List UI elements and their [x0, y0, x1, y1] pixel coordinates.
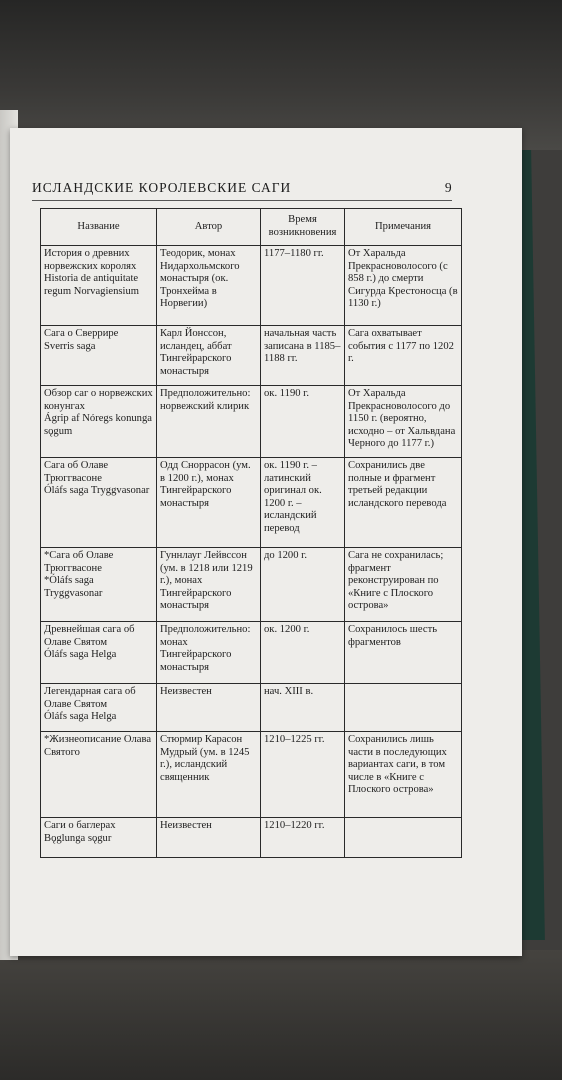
saga-date-cell: 1210–1225 гг. [261, 732, 345, 818]
saga-notes-cell: Сохранились лишь части в последующих вариантах саги, в том числе в «Книге с Плоского острова» [345, 732, 462, 818]
saga-date-cell: 1210–1220 гг. [261, 818, 345, 858]
saga-author-cell: Теодорик, монах Нидархольмского монастыря (ок. Тронхейма в Норвегии) [157, 246, 261, 326]
header-author: Автор [157, 209, 261, 246]
saga-title: *Жизнеописание Олава Святого [44, 734, 152, 758]
saga-notes-cell [345, 684, 462, 732]
saga-date-cell: 1177–1180 гг. [261, 246, 345, 326]
saga-date-cell: начальная часть записана в 1185–1188 гг. [261, 326, 345, 386]
sagas-table [40, 208, 462, 858]
saga-title-latin: Bǫglunga sǫgur [44, 832, 112, 844]
saga-date-cell: ок. 1200 г. [261, 622, 345, 684]
saga-date-cell: ок. 1190 г. – латинский оригинал ок. 1200 г. – исландский перевод [261, 458, 345, 548]
saga-author-cell: Гуннлауг Лейвссон (ум. в 1218 или 1219 г.), монах Тингейрарского монастыря [157, 548, 261, 622]
header-title: Название [41, 209, 157, 246]
running-title: ИСЛАНДСКИЕ КОРОЛЕВСКИЕ САГИ [32, 180, 292, 195]
running-head [32, 180, 452, 201]
table-row [41, 684, 462, 732]
book-page [10, 128, 522, 956]
header-notes: Примечания [345, 209, 462, 246]
saga-title-cell [41, 326, 157, 386]
saga-title: Сага о Сверрире [44, 328, 119, 339]
saga-title-cell [41, 548, 157, 622]
saga-title-latin: Historia de antiquitate regum Norvagiensium [44, 273, 140, 297]
saga-notes-cell [345, 818, 462, 858]
saga-notes-cell: Сохранилось шесть фрагментов [345, 622, 462, 684]
table-header-row [41, 209, 462, 246]
saga-title-cell [41, 458, 157, 548]
saga-title-latin: Sverris saga [44, 340, 96, 352]
table-row [41, 818, 462, 858]
saga-author-cell: Одд Сноррасон (ум. в 1200 г.), монах Тингейрарского монастыря [157, 458, 261, 548]
saga-author-cell: Предположительно: монах Тингейрарского монастыря [157, 622, 261, 684]
saga-title-latin: Ágrip af Nóregs konunga sǫgum [44, 413, 152, 437]
table-row [41, 548, 462, 622]
saga-title: История о древних норвежских королях [44, 248, 137, 272]
saga-title: Обзор саг о норвежских конунгах [44, 388, 153, 412]
saga-notes-cell: Сохранились две полные и фрагмент третьей редакции исландского перевода [345, 458, 462, 548]
saga-author-cell: Стюрмир Карасон Мудрый (ум. в 1245 г.), исландский священник [157, 732, 261, 818]
saga-author-cell: Предположительно: норвежский клирик [157, 386, 261, 458]
saga-notes-cell: От Харальда Прекрасноволосого (с 858 г.) до смерти Сигурда Крестоносца (в 1130 г.) [345, 246, 462, 326]
page-number: 9 [444, 180, 452, 195]
saga-title-cell [41, 684, 157, 732]
table-row [41, 246, 462, 326]
saga-title-latin: Óláfs saga Helga [44, 649, 117, 661]
saga-title: *Сага об Олаве Трюггвасоне [44, 550, 114, 574]
saga-title: Древнейшая сага об Олаве Святом [44, 624, 135, 648]
desk-background-bottom [0, 950, 562, 1080]
saga-author-cell: Карл Йонссон, исландец, аббат Тингейрарского монастыря [157, 326, 261, 386]
header-date: Время возникновения [261, 209, 345, 246]
saga-date-cell: ок. 1190 г. [261, 386, 345, 458]
saga-notes-cell: Сага не сохранилась; фрагмент реконструирован по «Книге с Плоского острова» [345, 548, 462, 622]
saga-title-cell [41, 622, 157, 684]
saga-title-cell [41, 732, 157, 818]
saga-title-latin: *Óláfs saga Tryggvasonar [44, 575, 103, 599]
saga-notes-cell: Сага охватывает события с 1177 по 1202 г. [345, 326, 462, 386]
saga-title-latin: Óláfs saga Helga [44, 711, 117, 723]
saga-title-cell [41, 246, 157, 326]
table-row [41, 732, 462, 818]
saga-author-cell: Неизвестен [157, 684, 261, 732]
table-row [41, 386, 462, 458]
saga-title-cell [41, 818, 157, 858]
saga-title: Сага об Олаве Трюггвасоне [44, 460, 109, 484]
saga-title-cell [41, 386, 157, 458]
table-row [41, 458, 462, 548]
saga-author-cell: Неизвестен [157, 818, 261, 858]
table-row [41, 326, 462, 386]
saga-date-cell: нач. XIII в. [261, 684, 345, 732]
saga-date-cell: до 1200 г. [261, 548, 345, 622]
saga-title-latin: Óláfs saga Tryggvasonar [44, 485, 150, 497]
table-row [41, 622, 462, 684]
saga-title: Саги о баглерах [44, 820, 116, 831]
saga-title: Легендарная сага об Олаве Святом [44, 686, 136, 710]
saga-notes-cell: От Харальда Прекрасноволосого до 1150 г. (вероятно, исходно – от Хальвдана Черного до 1177 г.) [345, 386, 462, 458]
